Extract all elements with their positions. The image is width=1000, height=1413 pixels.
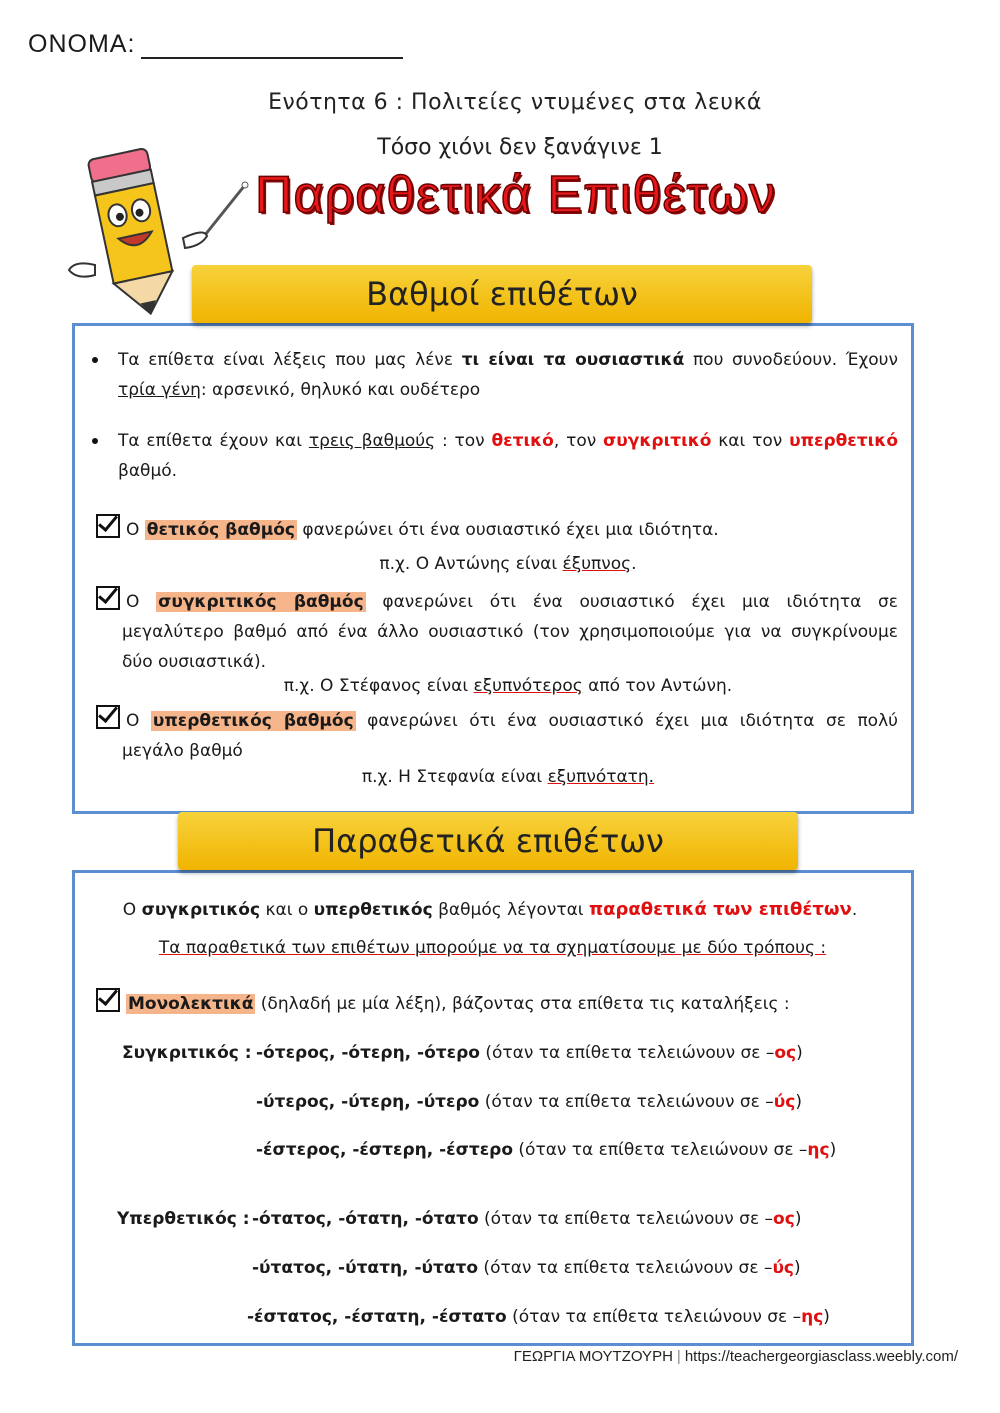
bullet-dot <box>92 357 98 363</box>
footer-url[interactable]: https://teachergeorgiasclass.weebly.com/ <box>684 1348 958 1365</box>
check-positive: Ο θετικός βαθμός φανερώνει ότι ένα ουσιαστικό έχει μια ιδιότητα. <box>96 514 898 545</box>
checkbox-checked-icon <box>96 705 120 729</box>
check-comparative: Ο συγκριτικός βαθμός φανερώνει ότι ένα ουσιαστικό έχει μια ιδιότητα σε μεγαλύτερο βαθμό από ένα άλλο ουσιαστικό (τον χρησιμοποιούμε για να συγκρίνουμε δύο ουσιαστικά). <box>96 586 898 677</box>
bullet-grades: Τα επίθετα έχουν και τρεις βαθμούς : τον θετικό, τον συγκριτικό και τον υπερθετικό βαθμό. <box>92 426 898 486</box>
comparative-row: -ύτερος, -ύτερη, -ύτερο (όταν τα επίθετα τελειώνουν σε –ύς) <box>256 1092 802 1112</box>
checkbox-checked-icon <box>96 514 120 538</box>
footer-author: ΓΕΩΡΓΙΑ ΜΟΥΤΖΟΥΡΗ <box>513 1348 673 1365</box>
bullet-dot <box>92 438 98 444</box>
footer-credit <box>514 1348 958 1365</box>
footer-separator: | <box>676 1348 681 1365</box>
lesson-title: Τόσο χιόνι δεν ξανάγινε 1 <box>377 135 663 160</box>
section-banner-comparatives: Παραθετικά επιθέτων <box>178 812 798 870</box>
bullet-genders: Τα επίθετα είναι λέξεις που μας λένε τι είναι τα ουσιαστικά που συνοδεύουν. Έχουν τρία γένη: αρσενικό, θηλυκό και ουδέτερο <box>92 345 898 405</box>
comparatives-subtitle: Τα παραθετικά των επιθέτων μπορούμε να τα σχηματίσουμε με δύο τρόπους : <box>158 938 827 958</box>
superlative-label: Υπερθετικός : <box>117 1209 250 1229</box>
superlative-row: -ότατος, -ότατη, -ότατο (όταν τα επίθετα τελειώνουν σε –ος) <box>252 1209 802 1229</box>
section-banner-grades: Βαθμοί επιθέτων <box>192 265 812 323</box>
check-superlative: Ο υπερθετικός βαθμός φανερώνει ότι ένα ουσιαστικό έχει μια ιδιότητα σε πολύ μεγάλο βαθμό <box>96 705 898 766</box>
comparative-row: -ότερος, -ότερη, -ότερο (όταν τα επίθετα τελειώνουν σε –ος) <box>256 1043 803 1063</box>
superlative-row: -ύτατος, -ύτατη, -ύτατο (όταν τα επίθετα τελειώνουν σε –ύς) <box>252 1258 801 1278</box>
checkbox-checked-icon <box>96 586 120 610</box>
comparative-row: -έστερος, -έστερη, -έστερο (όταν τα επίθετα τελειώνουν σε –ης) <box>256 1140 837 1160</box>
comparative-label: Συγκριτικός : <box>122 1043 252 1063</box>
page-title: Παραθετικά Επιθέτων <box>255 166 776 224</box>
name-label: ΟΝΟΜΑ: <box>28 30 136 58</box>
check-monolectic: Μονολεκτικά (δηλαδή με μία λέξη), βάζοντας στα επίθετα τις καταλήξεις : <box>96 988 898 1019</box>
comparatives-intro: Ο συγκριτικός και ο υπερθετικός βαθμός λέγονται παραθετικά των επιθέτων. <box>122 899 858 920</box>
example-positive: π.χ. Ο Αντώνης είναι έξυπνος. <box>379 554 637 574</box>
example-comparative: π.χ. Ο Στέφανος είναι εξυπνότερος από τον Αντώνη. <box>283 676 733 696</box>
example-superlative: π.χ. Η Στεφανία είναι εξυπνότατη. <box>361 767 655 787</box>
checkbox-checked-icon <box>96 988 120 1012</box>
superlative-row: -έστατος, -έστατη, -έστατο (όταν τα επίθετα τελειώνουν σε –ης) <box>247 1307 830 1327</box>
name-blank-line[interactable] <box>141 35 403 59</box>
name-field <box>28 30 403 59</box>
unit-title: Ενότητα 6 : Πολιτείες ντυμένες στα λευκά <box>268 90 762 115</box>
